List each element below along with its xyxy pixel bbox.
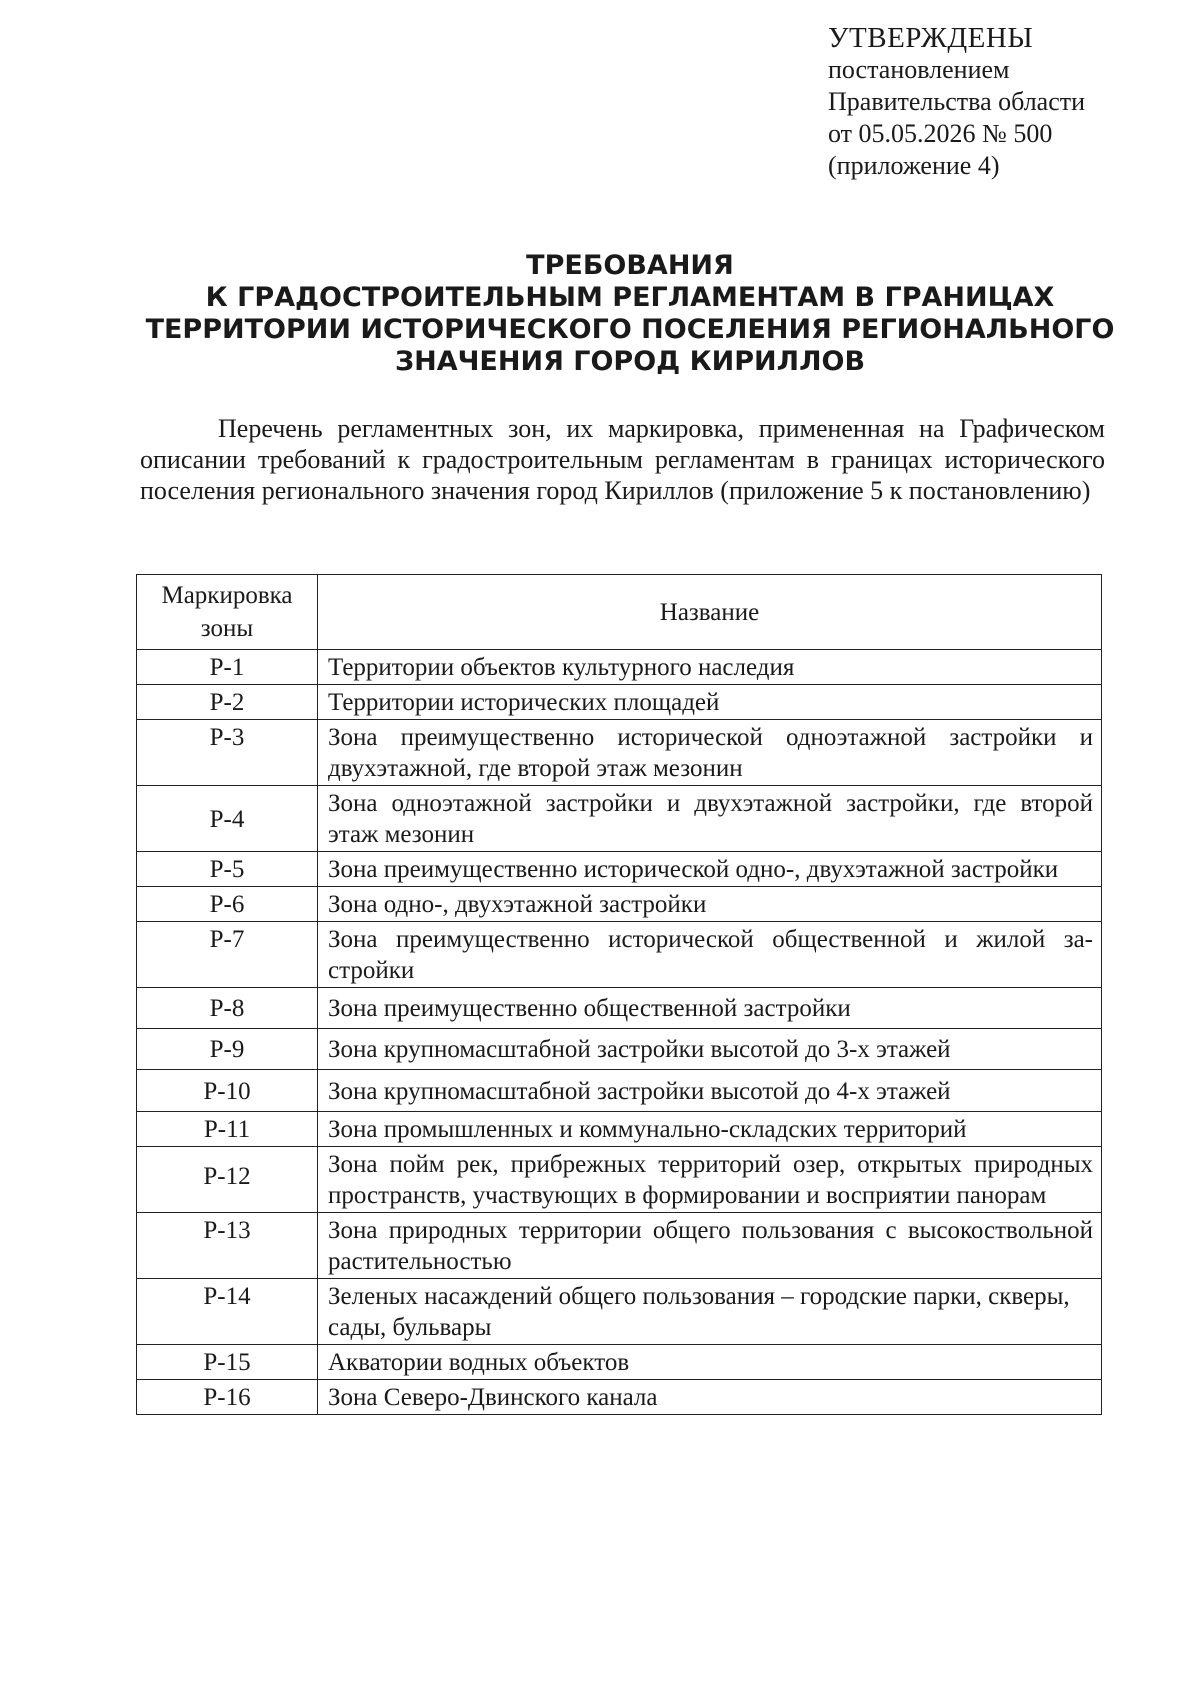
zone-name: Зона преимущественно исторической одно-, двухэтажной застройки bbox=[318, 852, 1102, 887]
table-row bbox=[137, 988, 1102, 1029]
zone-name: Зона преимущественно общественной застройки bbox=[318, 988, 1102, 1029]
table-row bbox=[137, 1029, 1102, 1070]
table-row bbox=[137, 685, 1102, 720]
zone-code: Р-7 bbox=[137, 922, 318, 988]
header-zone-code: Маркировка зоны bbox=[137, 575, 318, 650]
approval-line: постановлением bbox=[828, 55, 1010, 84]
zone-name: Зона промышленных и коммунально-складских территорий bbox=[318, 1112, 1102, 1147]
zone-name: Территории исторических площадей bbox=[318, 685, 1102, 720]
table-row bbox=[137, 922, 1102, 988]
zone-code: Р-10 bbox=[137, 1070, 318, 1112]
intro-paragraph: Перечень регламентных зон, их маркировка, примененная на Графическом описании требований к градостроительным регламентам в границах исторического поселения регионального значения город Кириллов (приложение 5 к постановлению) bbox=[140, 414, 1105, 505]
table-row bbox=[137, 1345, 1102, 1380]
zone-code: Р-15 bbox=[137, 1345, 318, 1380]
zone-name: Акватории водных объектов bbox=[318, 1345, 1102, 1380]
zone-name: Зона преимущественно исторической одноэтажной застройки и двухэтажной, где второй этаж мезонин bbox=[318, 720, 1102, 786]
table-row bbox=[137, 650, 1102, 685]
header-zone-name: Название bbox=[318, 575, 1102, 650]
approval-line: (приложение 4) bbox=[828, 151, 1000, 180]
document-title bbox=[130, 250, 1130, 378]
table-header-row bbox=[137, 575, 1102, 650]
zone-name: Зеленых насаждений общего пользования – городские парки, скверы, сады, бульвары bbox=[318, 1279, 1102, 1345]
zone-name: Зона природных территории общего пользования с высокоствольной растительностью bbox=[318, 1213, 1102, 1279]
table-row bbox=[137, 720, 1102, 786]
zone-code: Р-16 bbox=[137, 1380, 318, 1415]
table-row bbox=[137, 786, 1102, 852]
zone-name: Зона крупномасштабной застройки высотой до 3-х этажей bbox=[318, 1029, 1102, 1070]
zone-code: Р-13 bbox=[137, 1213, 318, 1279]
zone-name: Зона крупномасштабной застройки высотой до 4-х этажей bbox=[318, 1070, 1102, 1112]
title-line: ЗНАЧЕНИЯ ГОРОД КИРИЛЛОВ bbox=[394, 346, 866, 377]
zone-code: Р-12 bbox=[137, 1147, 318, 1213]
table-row bbox=[137, 852, 1102, 887]
table-row bbox=[137, 1070, 1102, 1112]
approval-stamp: УТВЕРЖДЕНЫ bbox=[828, 22, 1034, 54]
zone-code: Р-11 bbox=[137, 1112, 318, 1147]
zone-name: Территории объектов культурного наследия bbox=[318, 650, 1102, 685]
zone-name: Зона одно-, двухэтажной застройки bbox=[318, 887, 1102, 922]
approval-line: от 05.05.2026 № 500 bbox=[828, 119, 1053, 148]
zone-code: Р-2 bbox=[137, 685, 318, 720]
zone-code: Р-5 bbox=[137, 852, 318, 887]
zone-code: Р-14 bbox=[137, 1279, 318, 1345]
table-row bbox=[137, 1279, 1102, 1345]
zone-code: Р-3 bbox=[137, 720, 318, 786]
title-line: ТЕРРИТОРИИ ИСТОРИЧЕСКОГО ПОСЕЛЕНИЯ РЕГИОНАЛЬНОГО bbox=[145, 314, 1115, 345]
zone-name: Зона Северо-Двинского канала bbox=[318, 1380, 1102, 1415]
zone-code: Р-8 bbox=[137, 988, 318, 1029]
zone-name: Зона пойм рек, прибрежных территорий озер, открытых природных пространств, участвующих в формировании и восприятии панорам bbox=[318, 1147, 1102, 1213]
title-line: ТРЕБОВАНИЯ bbox=[526, 250, 734, 281]
zone-name: Зона одноэтажной застройки и двухэтажной застройки, где второй этаж мезонин bbox=[318, 786, 1102, 852]
approval-line: Правительства области bbox=[828, 87, 1086, 116]
approval-block bbox=[828, 22, 1168, 182]
table-row bbox=[137, 1112, 1102, 1147]
title-line: К ГРАДОСТРОИТЕЛЬНЫМ РЕГЛАМЕНТАМ В ГРАНИЦАХ bbox=[205, 282, 1055, 313]
table-row bbox=[137, 1147, 1102, 1213]
zone-code: Р-1 bbox=[137, 650, 318, 685]
zones-table bbox=[136, 574, 1102, 1415]
table-row bbox=[137, 1213, 1102, 1279]
table-row bbox=[137, 1380, 1102, 1415]
zone-code: Р-4 bbox=[137, 786, 318, 852]
zone-name: Зона преимущественно исторической общественной и жилой застройки bbox=[318, 922, 1102, 988]
table-row bbox=[137, 887, 1102, 922]
zone-code: Р-6 bbox=[137, 887, 318, 922]
zone-code: Р-9 bbox=[137, 1029, 318, 1070]
